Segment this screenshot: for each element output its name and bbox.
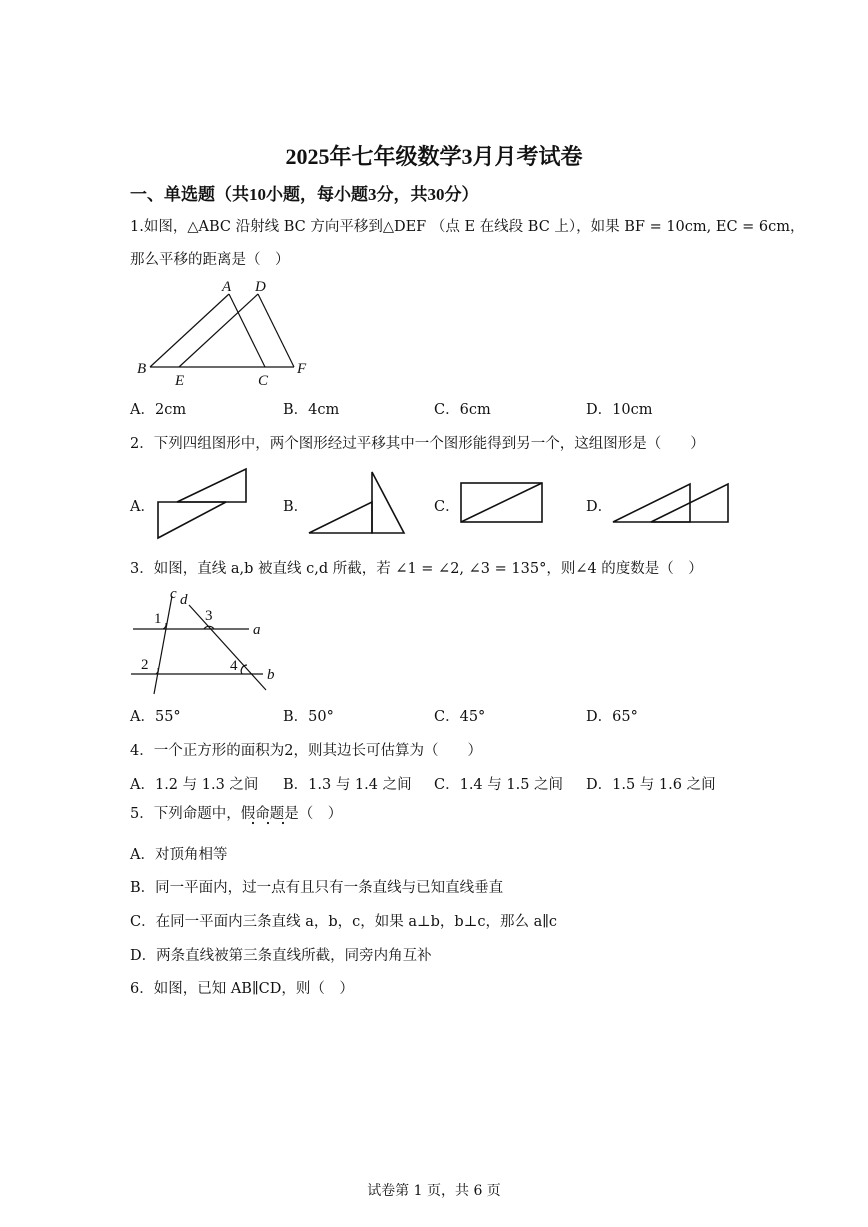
q1-option-a: A．2cm	[130, 402, 187, 418]
label-c-line: c	[170, 586, 177, 602]
label-a-line: a	[253, 622, 261, 638]
angle-1-label: 1	[154, 611, 162, 627]
q2-option-d: D．	[586, 499, 613, 515]
section-heading: 一、单选题（共10小题，每小题3分，共30分）	[130, 185, 479, 204]
q5-option-a: A．对顶角相等	[130, 847, 228, 863]
label-b-line: b	[267, 667, 275, 683]
q5-option-c: C．在同一平面内三条直线 a，b，c，如果 a⊥b，b⊥c，那么 a∥c	[130, 914, 558, 930]
question-4-text: 4．一个正方形的面积为2，则其边长可估算为（ ）	[130, 743, 482, 759]
page-title: 2025年七年级数学3月月考试卷	[285, 144, 583, 169]
q3-option-d: D．65°	[586, 709, 638, 725]
q2-option-c: C．	[434, 499, 460, 515]
question-5-emphasis: 假命题	[240, 806, 285, 822]
question-5-prefix: 5．下列命题中，	[130, 806, 241, 822]
label-b: B	[137, 361, 147, 377]
question-3-text: 3．如图，直线 a,b 被直线 c,d 所截，若 ∠1 = ∠2, ∠3 = 135°，则∠4 的度数是（ ）	[130, 561, 703, 577]
emphasis-dot	[282, 822, 284, 824]
question-1-text: 1.如图，△ABC 沿射线 BC 方向平移到△DEF （点 E 在线段 BC 上），如果 BF = 10cm, EC = 6cm，	[130, 219, 805, 235]
angle-4-label: 4	[230, 658, 238, 674]
question-2-text: 2．下列四组图形中，两个图形经过平移其中一个图形能得到另一个，这组图形是（ ）	[130, 436, 705, 452]
page-footer: 试卷第 1 页，共 6 页	[367, 1183, 501, 1199]
q5-option-d: D．两条直线被第三条直线所截，同旁内角互补	[130, 948, 432, 964]
q1-option-b: B．4cm	[283, 402, 340, 418]
emphasis-dot	[252, 822, 254, 824]
question-6-text: 6．如图，已知 AB∥CD，则（ ）	[130, 981, 354, 997]
label-a: A	[222, 279, 232, 295]
q3-option-c: C．45°	[434, 709, 486, 725]
emphasis-dot	[267, 822, 269, 824]
q4-option-b: B．1.3 与 1.4 之间	[283, 777, 412, 793]
question-1-text-cont: 那么平移的距离是（ ）	[130, 252, 290, 268]
q2-option-b: B．	[283, 499, 309, 515]
q1-option-d: D．10cm	[586, 402, 653, 418]
label-f: F	[297, 361, 307, 377]
q3-option-a: A．55°	[130, 709, 181, 725]
q1-option-c: C．6cm	[434, 402, 491, 418]
label-e: E	[175, 373, 185, 389]
q5-option-b: B．同一平面内，过一点有且只有一条直线与已知直线垂直	[130, 880, 504, 896]
label-c: C	[258, 373, 269, 389]
label-d-line: d	[180, 592, 188, 608]
label-d: D	[255, 279, 266, 295]
angle-3-label: 3	[205, 608, 213, 624]
q2-option-a: A．	[130, 499, 155, 515]
q3-option-b: B．50°	[283, 709, 334, 725]
q4-option-a: A．1.2 与 1.3 之间	[130, 777, 259, 793]
angle-2-label: 2	[141, 657, 149, 673]
question-5-suffix: 是（ ）	[284, 806, 343, 822]
q4-option-d: D．1.5 与 1.6 之间	[586, 777, 716, 793]
q4-option-c: C．1.4 与 1.5 之间	[434, 777, 564, 793]
